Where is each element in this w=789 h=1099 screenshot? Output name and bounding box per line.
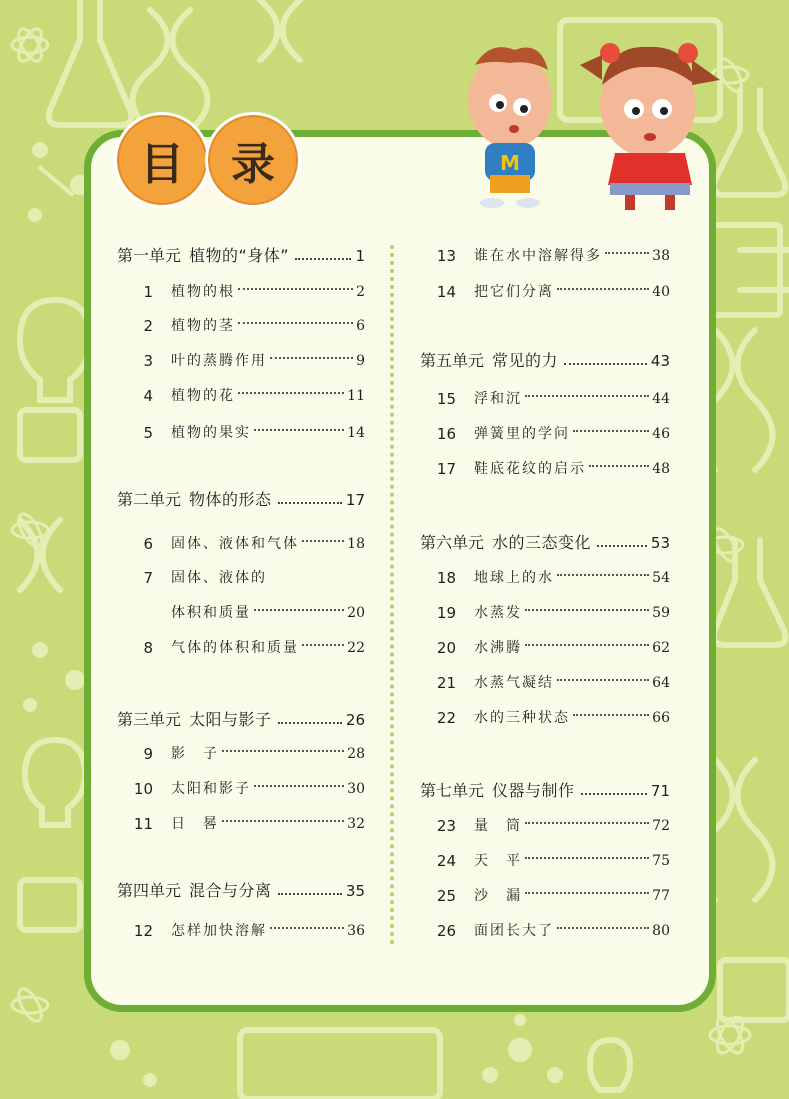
page-number: 38	[652, 248, 670, 264]
cartoon-kids-illustration	[430, 25, 730, 215]
lesson-title: 水蒸气凝结	[474, 675, 554, 691]
page-number: 77	[652, 888, 670, 904]
leader-dots	[525, 892, 649, 894]
lesson-entry[interactable]	[430, 567, 670, 589]
lesson-number: 14	[436, 283, 456, 301]
lesson-entry[interactable]	[127, 920, 365, 942]
lesson-title: 水的三种状态	[474, 710, 570, 726]
page-number: 18	[347, 536, 365, 552]
leader-dots	[525, 857, 649, 859]
page-number: 59	[652, 605, 670, 621]
leader-dots	[573, 714, 649, 716]
unit-title: 植物的“身体”	[189, 246, 290, 265]
unit-title: 太阳与影子	[189, 710, 272, 729]
unit-title: 物体的形态	[189, 490, 272, 509]
page-number: 44	[652, 391, 670, 407]
lesson-entry[interactable]	[430, 815, 670, 837]
lesson-title: 弹簧里的学问	[474, 426, 570, 442]
unit-heading[interactable]	[420, 350, 670, 372]
lesson-entry[interactable]	[430, 637, 670, 659]
lesson-title: 影 子	[171, 746, 219, 762]
page-number: 35	[345, 882, 365, 900]
unit-heading[interactable]	[420, 780, 670, 802]
leader-dots	[254, 429, 344, 431]
page-number: 46	[652, 426, 670, 442]
unit-label: 第三单元	[117, 710, 182, 729]
page-number: 72	[652, 818, 670, 834]
leader-dots	[222, 750, 344, 752]
lesson-title: 日 晷	[171, 816, 219, 832]
leader-dots	[525, 644, 649, 646]
lesson-number: 15	[436, 390, 456, 408]
lesson-entry[interactable]	[127, 281, 365, 303]
lesson-title: 浮和沉	[474, 391, 522, 407]
title-char-2: 录	[205, 112, 301, 208]
lesson-title: 量 筒	[474, 818, 522, 834]
lesson-title: 鞋底花纹的启示	[474, 461, 586, 477]
leader-dots	[589, 465, 649, 467]
leader-dots	[525, 822, 649, 824]
lesson-entry[interactable]	[430, 920, 670, 942]
page-number: 9	[356, 353, 365, 369]
leader-dots	[557, 574, 649, 576]
lesson-number: 22	[436, 709, 456, 727]
page-number: 43	[650, 352, 670, 370]
leader-dots	[597, 532, 647, 547]
leader-dots	[254, 785, 344, 787]
lesson-entry[interactable]	[430, 707, 670, 729]
lesson-title: 植物的茎	[171, 318, 235, 334]
leader-dots	[278, 709, 342, 724]
page-number: 66	[652, 710, 670, 726]
lesson-number: 24	[436, 852, 456, 870]
lesson-title: 植物的果实	[171, 425, 251, 441]
lesson-number: 3	[143, 352, 153, 370]
lesson-number: 5	[143, 424, 153, 442]
unit-title: 常见的力	[492, 351, 559, 370]
unit-title: 混合与分离	[189, 881, 272, 900]
page-number: 22	[347, 640, 365, 656]
page-number: 2	[356, 284, 365, 300]
lesson-entry[interactable]	[430, 245, 670, 267]
lesson-title: 把它们分离	[474, 284, 554, 300]
lesson-entry[interactable]	[430, 850, 670, 872]
lesson-number: 13	[436, 247, 456, 265]
page-number: 36	[347, 923, 365, 939]
lesson-number: 26	[436, 922, 456, 940]
page-number: 32	[347, 816, 365, 832]
lesson-number: 8	[143, 639, 153, 657]
page-number: 54	[652, 570, 670, 586]
lesson-title: 体积和质量	[171, 605, 251, 621]
lesson-number: 21	[436, 674, 456, 692]
unit-label: 第四单元	[117, 881, 182, 900]
unit-label: 第一单元	[117, 246, 182, 265]
unit-title: 水的三态变化	[492, 533, 592, 552]
page-number: 6	[356, 318, 365, 334]
lesson-number: 1	[143, 283, 153, 301]
page-number: 64	[652, 675, 670, 691]
unit-label: 第七单元	[420, 781, 485, 800]
unit-heading[interactable]	[117, 489, 365, 511]
lesson-entry[interactable]	[430, 281, 670, 303]
lesson-number: 25	[436, 887, 456, 905]
lesson-title: 水蒸发	[474, 605, 522, 621]
page-number: 28	[347, 746, 365, 762]
lesson-title: 沙 漏	[474, 888, 522, 904]
lesson-entry[interactable]	[127, 813, 365, 835]
leader-dots	[238, 392, 344, 394]
leader-dots	[564, 350, 647, 365]
lesson-entry[interactable]	[430, 885, 670, 907]
lesson-number: 9	[143, 745, 153, 763]
leader-dots	[278, 489, 342, 504]
leader-dots	[302, 644, 344, 646]
lesson-number: 19	[436, 604, 456, 622]
lesson-number: 4	[143, 387, 153, 405]
leader-dots	[605, 252, 649, 254]
lesson-title: 太阳和影子	[171, 781, 251, 797]
lesson-number: 18	[436, 569, 456, 587]
lesson-entry[interactable]	[127, 350, 365, 372]
leader-dots	[581, 780, 647, 795]
leader-dots	[254, 609, 344, 611]
page-number: 62	[652, 640, 670, 656]
lesson-title: 水沸腾	[474, 640, 522, 656]
page-number: 26	[345, 711, 365, 729]
lesson-title: 叶的蒸腾作用	[171, 353, 267, 369]
lesson-title: 固体、液体的	[171, 570, 267, 586]
lesson-entry[interactable]	[127, 315, 365, 337]
unit-title: 仪器与制作	[492, 781, 575, 800]
lesson-entry[interactable]	[127, 743, 365, 765]
page-number: 14	[347, 425, 365, 441]
lesson-number: 10	[133, 780, 153, 798]
page-number: 11	[347, 388, 365, 404]
lesson-entry[interactable]	[430, 388, 670, 410]
leader-dots	[238, 288, 353, 290]
lesson-entry[interactable]	[127, 385, 365, 407]
page-number: 17	[345, 491, 365, 509]
lesson-number: 2	[143, 317, 153, 335]
unit-label: 第二单元	[117, 490, 182, 509]
leader-dots	[270, 357, 353, 359]
leader-dots	[222, 820, 344, 822]
leader-dots	[238, 322, 353, 324]
leader-dots	[557, 288, 649, 290]
lesson-number: 11	[133, 815, 153, 833]
lesson-title: 固体、液体和气体	[171, 536, 299, 552]
leader-dots	[525, 395, 649, 397]
lesson-number: 7	[143, 569, 153, 587]
lesson-title: 谁在水中溶解得多	[474, 248, 602, 264]
lesson-entry[interactable]	[430, 672, 670, 694]
lesson-title: 天 平	[474, 853, 522, 869]
lesson-entry-continued[interactable]	[127, 602, 365, 624]
leader-dots	[557, 679, 649, 681]
leader-dots	[573, 430, 649, 432]
unit-heading[interactable]	[117, 880, 365, 902]
lesson-number: 6	[143, 535, 153, 553]
lesson-number: 23	[436, 817, 456, 835]
lesson-title: 地球上的水	[474, 570, 554, 586]
unit-heading[interactable]	[117, 709, 365, 731]
unit-label: 第六单元	[420, 533, 485, 552]
page-number: 30	[347, 781, 365, 797]
lesson-entry[interactable]	[127, 422, 365, 444]
lesson-number: 20	[436, 639, 456, 657]
leader-dots	[525, 609, 649, 611]
lesson-entry[interactable]	[127, 778, 365, 800]
page-number: 48	[652, 461, 670, 477]
page-number: 40	[652, 284, 670, 300]
lesson-title: 植物的花	[171, 388, 235, 404]
lesson-number: 17	[436, 460, 456, 478]
leader-dots	[278, 880, 342, 895]
lesson-title: 面团长大了	[474, 923, 554, 939]
leader-dots	[557, 927, 649, 929]
page-number: 1	[355, 247, 365, 265]
leader-dots	[270, 927, 344, 929]
page-number: 53	[650, 534, 670, 552]
lesson-entry[interactable]	[127, 567, 365, 589]
lesson-title: 植物的根	[171, 284, 235, 300]
svg-text:M: M	[500, 151, 520, 175]
unit-heading[interactable]	[420, 532, 670, 554]
lesson-number: 12	[133, 922, 153, 940]
lesson-entry[interactable]	[430, 602, 670, 624]
leader-dots	[295, 245, 351, 260]
column-divider	[390, 245, 394, 945]
page-number: 20	[347, 605, 365, 621]
page-number: 80	[652, 923, 670, 939]
page-number: 75	[652, 853, 670, 869]
unit-label: 第五单元	[420, 351, 485, 370]
lesson-entry[interactable]	[430, 423, 670, 445]
lesson-entry[interactable]	[127, 533, 365, 555]
lesson-number: 16	[436, 425, 456, 443]
lesson-entry[interactable]	[430, 458, 670, 480]
page-number: 71	[650, 782, 670, 800]
lesson-title: 气体的体积和质量	[171, 640, 299, 656]
lesson-title: 怎样加快溶解	[171, 923, 267, 939]
leader-dots	[302, 540, 344, 542]
lesson-entry[interactable]	[127, 637, 365, 659]
unit-heading[interactable]	[117, 245, 365, 267]
title-char-1: 目	[114, 112, 210, 208]
